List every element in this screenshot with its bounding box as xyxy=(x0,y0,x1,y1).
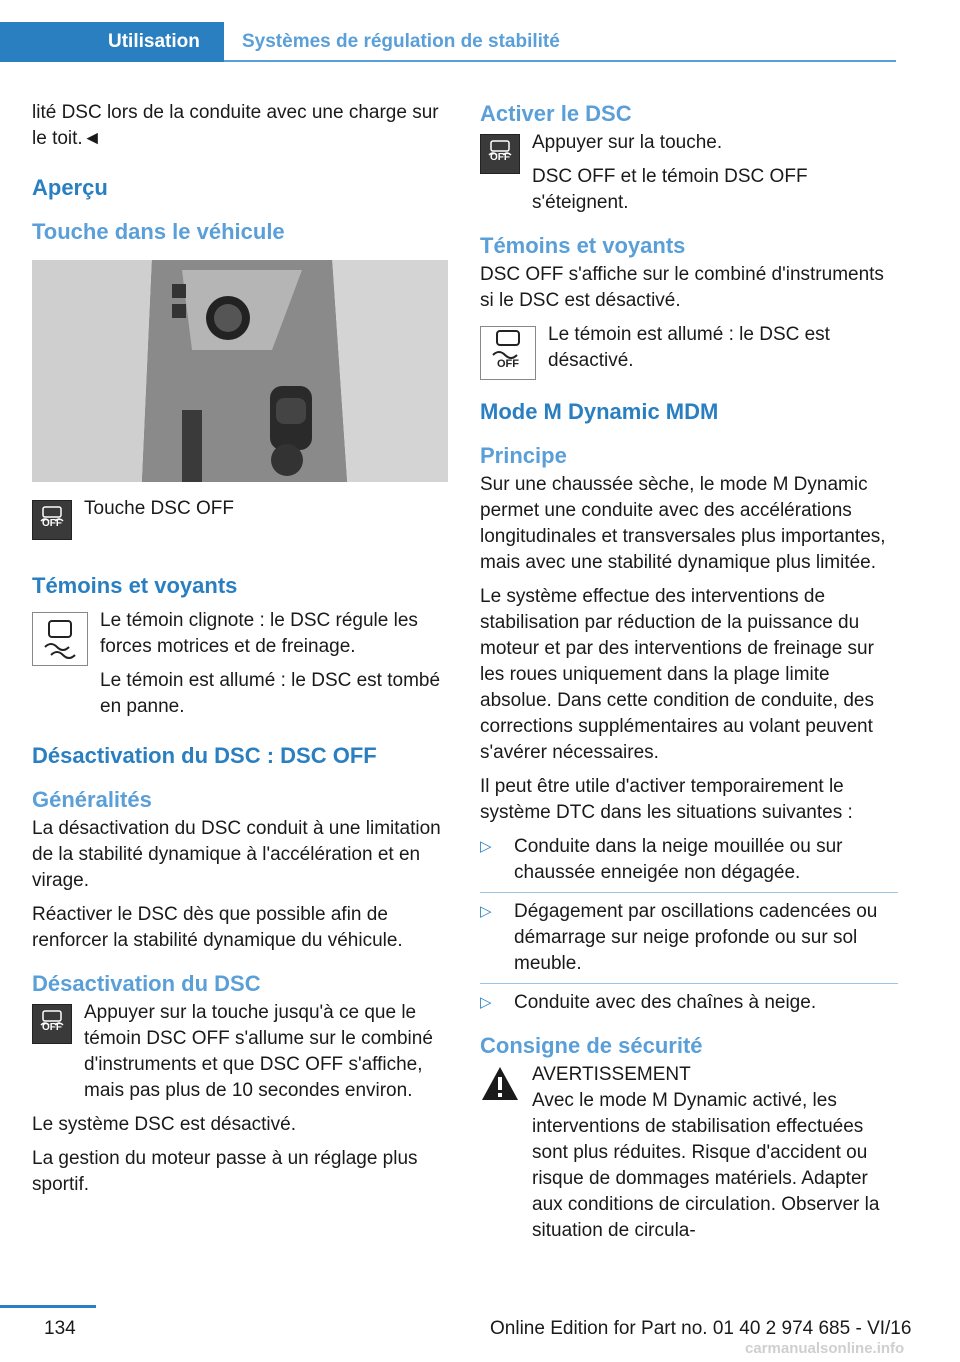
heading-activer: Activer le DSC xyxy=(480,101,632,126)
heading-temoins-left: Témoins et voyants xyxy=(32,573,238,598)
heading-desactivation: Désactivation du DSC : DSC OFF xyxy=(32,743,377,768)
dsc-off-caption-row xyxy=(32,496,450,550)
temoin-paragraph-2: Le témoin est allumé : le DSC est tombé en panne. xyxy=(100,670,441,717)
off-label: OFF xyxy=(490,152,510,163)
activer-row xyxy=(480,130,898,216)
chapter-label: Utilisation xyxy=(108,31,200,52)
header-rule xyxy=(224,60,896,62)
principe-paragraph-2: Le système effectue des interventions de stabilisation par réduction de la puissance du moteur et par des interventions de freinage sur les roues uniquement dans la plage limite absolue. Dans cette condition de conduite, des corrections supplémentaires au volant peuvent s'avérer nécessaires. xyxy=(480,586,874,763)
heading-temoins-right: Témoins et voyants xyxy=(480,233,686,258)
dsc-off-button-icon xyxy=(32,500,72,540)
edition-note: Online Edition for Part no. 01 40 2 974 685 - VI/16 xyxy=(490,1318,912,1339)
list-item: ▷ Conduite avec des chaînes à neige. xyxy=(480,983,898,1016)
dsc-warning-light-icon xyxy=(32,612,88,666)
heading-touche: Touche dans le véhicule xyxy=(32,219,285,244)
dsc-off-button-icon xyxy=(32,1004,72,1044)
warning-row xyxy=(480,1062,898,1244)
heading-generalites: Généralités xyxy=(32,787,152,812)
console-photo xyxy=(32,260,448,482)
right-column xyxy=(480,100,898,1252)
heading-consigne: Consigne de sécurité xyxy=(480,1033,703,1058)
heading-desactivation-dsc: Désactivation du DSC xyxy=(32,971,261,996)
heading-principe: Principe xyxy=(480,443,567,468)
intro-paragraph: lité DSC lors de la conduite avec une charge sur le toit.◄ xyxy=(32,102,439,149)
temoin-paragraph-1: Le témoin clignote : le DSC régule les forces motrices et de freinage. xyxy=(100,610,418,657)
warning-triangle-icon xyxy=(480,1064,520,1104)
section-title: Systèmes de régulation de stabilité xyxy=(242,31,560,52)
off-label: OFF xyxy=(42,518,62,529)
off-label: OFF xyxy=(497,358,519,370)
activer-paragraph-1: Appuyer sur la touche. xyxy=(532,132,723,153)
triangle-bullet-icon: ▷ xyxy=(480,838,492,855)
triangle-bullet-icon: ▷ xyxy=(480,903,492,920)
touche-caption: Touche DSC OFF xyxy=(84,498,234,519)
desactivation-paragraph-2: Le système DSC est désactivé. xyxy=(32,1114,296,1135)
heading-mode-m-dynamic: Mode M Dynamic MDM xyxy=(480,399,719,424)
temoins-right-paragraph-2: Le témoin est allumé : le DSC est désactivé. xyxy=(548,324,830,371)
generalites-paragraph-2: Réactiver le DSC dès que possible afin de renforcer la stabilité dynamique du véhicule. xyxy=(32,904,403,951)
dsc-off-light-row xyxy=(480,322,898,376)
page-number: 134 xyxy=(44,1318,76,1339)
desactivation-paragraph-3: La gestion du moteur passe à un réglage plus sportif. xyxy=(32,1148,418,1195)
left-column xyxy=(32,100,450,1206)
dsc-off-warning-light-icon xyxy=(480,326,536,380)
triangle-bullet-icon: ▷ xyxy=(480,994,492,1011)
list-item: ▷ Conduite dans la neige mouillée ou sur chaussée enneigée non dégagée. xyxy=(480,836,843,883)
heading-apercu: Aperçu xyxy=(32,175,108,200)
watermark: carmanualsonline.info xyxy=(745,1340,905,1357)
desactivation-paragraph-1: Appuyer sur la touche jusqu'à ce que le témoin DSC OFF s'allume sur le combiné d'instruments et que DSC OFF s'affiche, mais pas plus de 10 secondes environ. xyxy=(84,1002,433,1101)
warning-title: AVERTISSEMENT xyxy=(532,1064,691,1085)
principe-paragraph-3: Il peut être utile d'activer temporairement le système DTC dans les situations suivantes : xyxy=(480,776,853,823)
console-illustration xyxy=(32,260,448,482)
chapter-tab xyxy=(0,22,224,62)
running-header xyxy=(0,22,960,62)
situations-list xyxy=(480,834,898,1016)
dsc-off-button-icon xyxy=(480,134,520,174)
desactivation-row xyxy=(32,1000,450,1104)
warning-text: Avec le mode M Dynamic activé, les interventions de stabilisation effectuées sont plus réduites. Risque d'accident ou risque de dommages matériels. Adapter aux conditions de circulation. Observer la situation de circula- xyxy=(532,1090,880,1241)
temoins-right-paragraph-1: DSC OFF s'affiche sur le combiné d'instruments si le DSC est désactivé. xyxy=(480,264,884,311)
footer-rule xyxy=(0,1305,96,1308)
generalites-paragraph-1: La désactivation du DSC conduit à une limitation de la stabilité dynamique à l'accélération et en virage. xyxy=(32,818,441,891)
temoin-row xyxy=(32,608,450,720)
list-item: ▷ Dégagement par oscillations cadencées ou démarrage sur neige profonde ou sur sol meuble. xyxy=(480,892,898,977)
activer-paragraph-2: DSC OFF et le témoin DSC OFF s'éteignent. xyxy=(532,166,808,213)
principe-paragraph-1: Sur une chaussée sèche, le mode M Dynamic permet une conduite avec des accélérations longitudinales et transversales plus importantes, mais avec une stabilité dynamique plus limitée. xyxy=(480,474,886,573)
off-label: OFF xyxy=(42,1022,62,1033)
